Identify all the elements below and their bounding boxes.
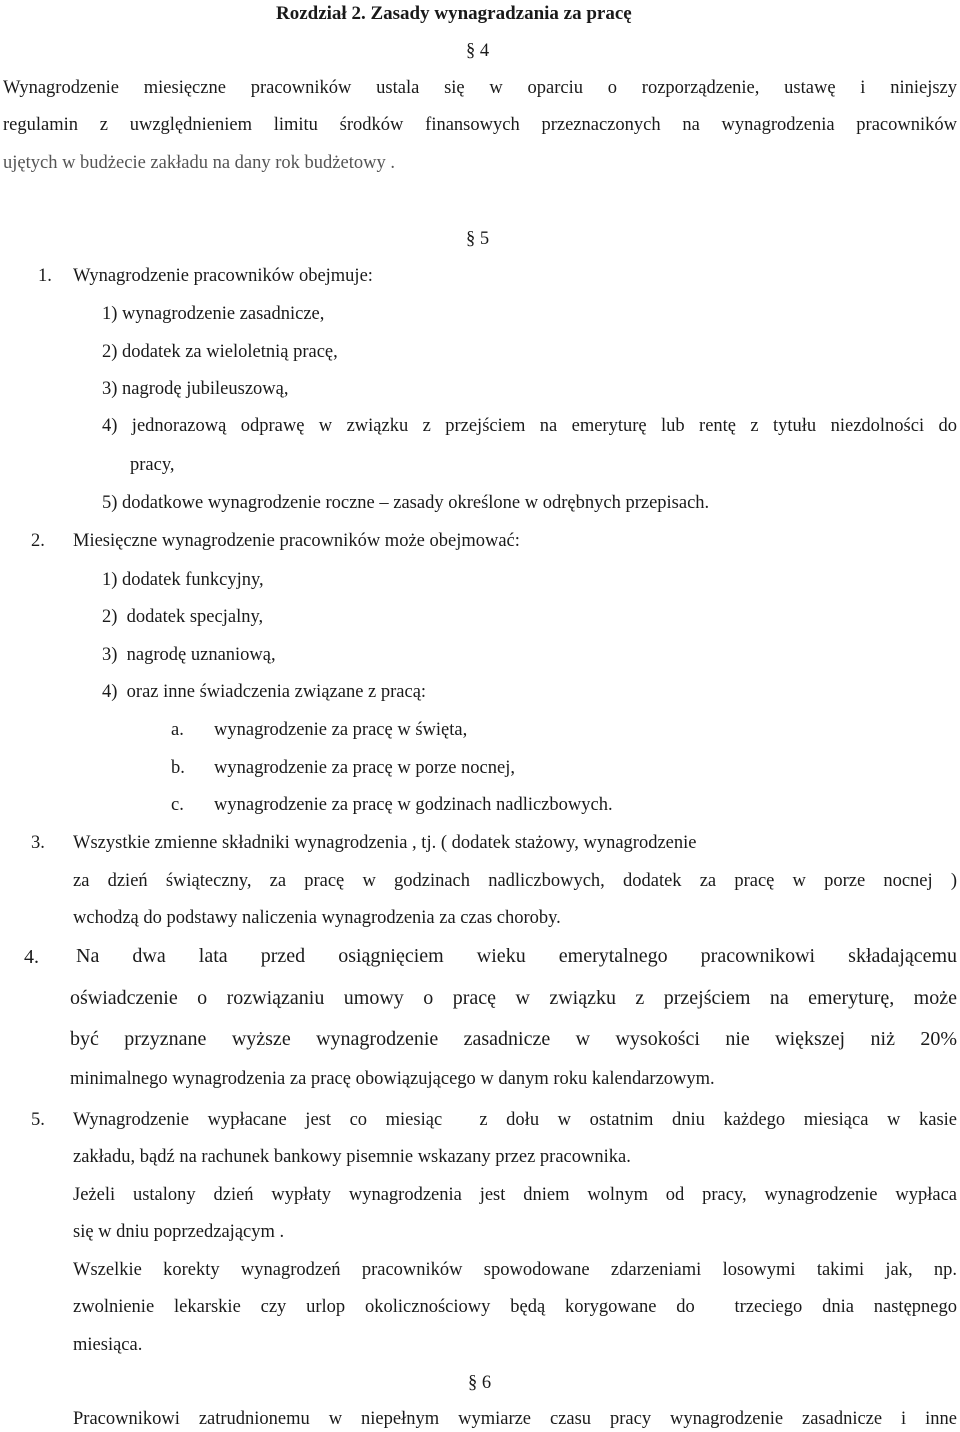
sec4-line: ujętych w budżecie zakładu na dany rok budżetowy .: [3, 153, 395, 173]
section-mark-5: § 5: [466, 229, 490, 249]
paragraph-line: się w dniu poprzedzającym .: [73, 1222, 285, 1242]
paragraph-line: za dzień świąteczny, za pracę w godzinach nadliczbowych, dodatek za pracę w porze nocnej ): [73, 871, 957, 891]
subitem-letter: b.: [171, 758, 185, 778]
point-number: 5.: [31, 1110, 45, 1130]
point-text: Wynagrodzenie pracowników obejmuje:: [73, 266, 373, 286]
subitem-text: wynagrodzenie za pracę w święta,: [214, 720, 468, 740]
list-item: 4) oraz inne świadczenia związane z pracą:: [102, 682, 427, 702]
point-number: 1.: [38, 266, 52, 286]
chapter-title: Rozdział 2. Zasady wynagradzania za pracę: [276, 3, 632, 24]
list-item: 3) nagrodę jubileuszową,: [102, 379, 289, 399]
paragraph-line: zwolnienie lekarskie czy urlop okolicznościowy będą korygowane do trzeciego dnia następnego: [73, 1297, 957, 1317]
paragraph-line: wchodzą do podstawy naliczenia wynagrodzenia za czas choroby.: [73, 908, 561, 928]
list-item: 1) wynagrodzenie zasadnicze,: [102, 304, 325, 324]
sec4-line: regulamin z uwzględnieniem limitu środków finansowych przeznaczonych na wynagrodzenia pracowników: [3, 115, 957, 135]
paragraph-line: Jeżeli ustalony dzień wypłaty wynagrodzenia jest dniem wolnym od pracy, wynagrodzenie wypłaca: [73, 1185, 957, 1205]
point-number: 2.: [31, 531, 45, 551]
subitem-letter: a.: [171, 720, 184, 740]
subitem-text: wynagrodzenie za pracę w porze nocnej,: [214, 758, 515, 778]
list-item-continuation: pracy,: [130, 455, 175, 475]
list-item: 5) dodatkowe wynagrodzenie roczne – zasady określone w odrębnych przepisach.: [102, 493, 710, 513]
paragraph-line: Wszystkie zmienne składniki wynagrodzenia , tj. ( dodatek stażowy, wynagrodzenie: [73, 833, 697, 853]
paragraph-line: być przyznane wyższe wynagrodzenie zasadnicze w wysokości nie większej niż 20%: [70, 1028, 957, 1050]
paragraph-line: Na dwa lata przed osiągnięciem wieku emerytalnego pracownikowi składającemu: [76, 945, 957, 967]
list-item: 4) jednorazową odprawę w związku z przejściem na emeryturę lub rentę z tytułu niezdolności do: [102, 416, 957, 436]
list-item: 2) dodatek specjalny,: [102, 607, 264, 627]
subitem-letter: c.: [171, 795, 184, 815]
section-mark-6: § 6: [468, 1373, 492, 1393]
list-item: 3) nagrodę uznaniową,: [102, 645, 276, 665]
list-item: 1) dodatek funkcyjny,: [102, 570, 264, 590]
paragraph-line: minimalnego wynagrodzenia za pracę obowiązującego w danym roku kalendarzowym.: [70, 1069, 715, 1089]
paragraph-line: zakładu, bądź na rachunek bankowy pisemnie wskazany przez pracownika.: [73, 1147, 631, 1167]
point-number: 4.: [24, 946, 39, 968]
section-mark-4: § 4: [466, 41, 490, 61]
paragraph-line: Wszelkie korekty wynagrodzeń pracowników spowodowane zdarzeniami losowymi takimi jak, np.: [73, 1260, 957, 1280]
list-item: 2) dodatek za wieloletnią pracę,: [102, 342, 338, 362]
paragraph-line: oświadczenie o rozwiązaniu umowy o pracę w związku z przejściem na emeryturę, może: [70, 987, 957, 1009]
sec4-line: Wynagrodzenie miesięczne pracowników ustala się w oparciu o rozporządzenie, ustawę i niniejszy: [3, 78, 957, 98]
sec6-line: Pracownikowi zatrudnionemu w niepełnym wymiarze czasu pracy wynagrodzenie zasadnicze i inne: [73, 1409, 957, 1429]
point-number: 3.: [31, 833, 45, 853]
paragraph-line: Wynagrodzenie wypłacane jest co miesiąc z dołu w ostatnim dniu każdego miesiąca w kasie: [73, 1110, 957, 1130]
subitem-text: wynagrodzenie za pracę w godzinach nadliczbowych.: [214, 795, 613, 815]
paragraph-line: miesiąca.: [73, 1335, 143, 1355]
point-text: Miesięczne wynagrodzenie pracowników może obejmować:: [73, 531, 520, 551]
